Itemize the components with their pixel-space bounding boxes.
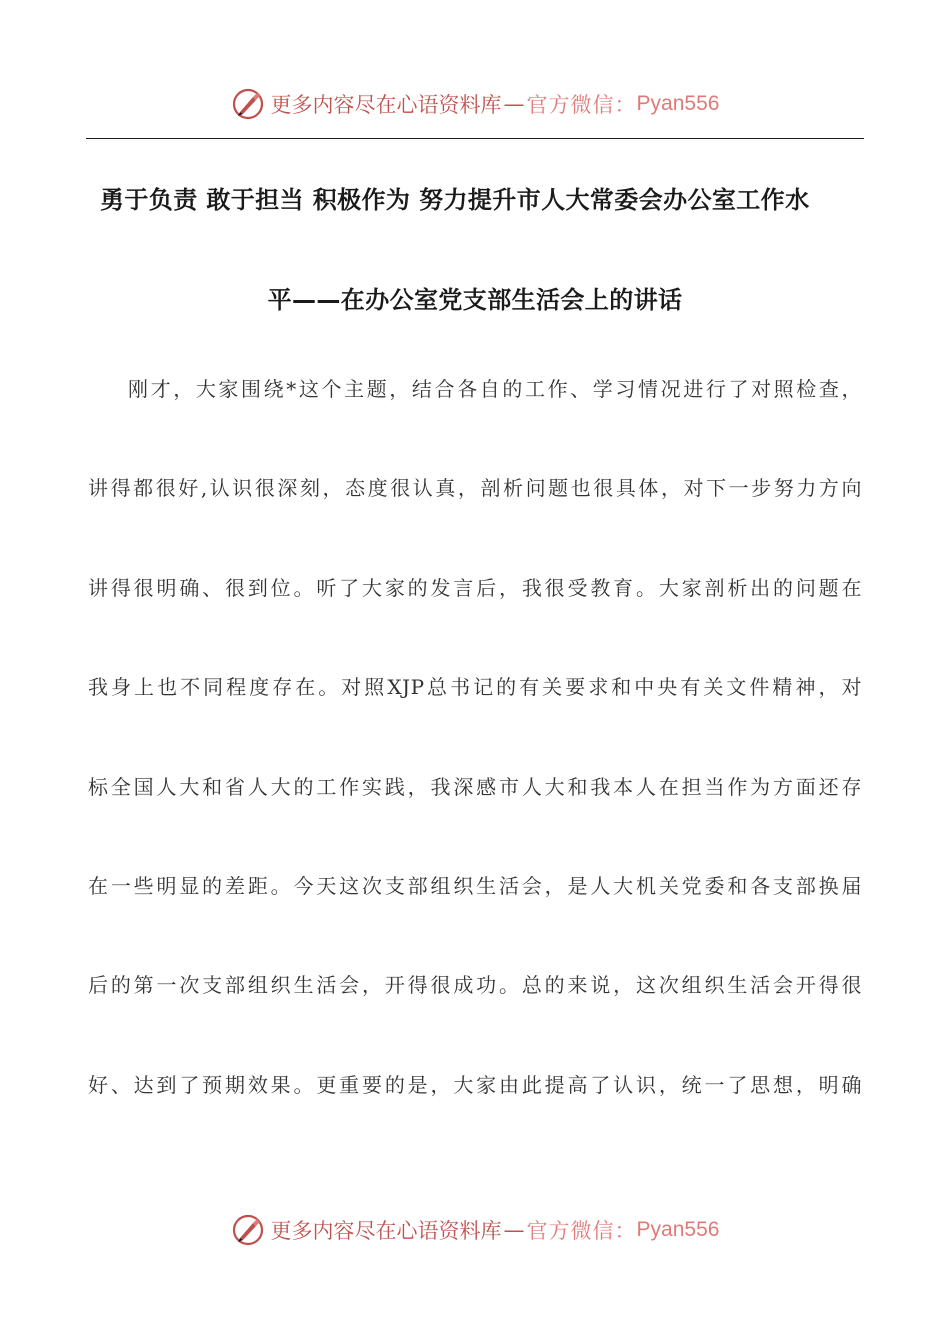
footer-dash: —	[503, 1218, 525, 1242]
footer-brand-text: 更多内容尽在心语资料库	[270, 1219, 502, 1243]
pen-logo-icon	[231, 1213, 265, 1247]
header-dash: —	[503, 92, 525, 116]
body-line-7: 后的第一次支部组织生活会，开得很成功。总的来说，这次组织生活会开得很	[88, 973, 862, 997]
pen-logo-icon	[231, 87, 265, 121]
body-line-3: 讲得很明确、很到位。听了大家的发言后，我很受教育。大家剖析出的问题在	[88, 576, 862, 600]
body-line-8: 好、达到了预期效果。更重要的是，大家由此提高了认识，统一了思想，明确	[88, 1073, 862, 1097]
body-line-1: 刚才，大家围绕*这个主题，结合各自的工作、学习情况进行了对照检查，	[128, 377, 862, 401]
header-rule	[86, 138, 864, 139]
footer-official-label: 官方微信：	[526, 1219, 637, 1243]
header-wechat-handle: Pyan556	[636, 92, 720, 115]
header-official-label: 官方微信：	[526, 93, 637, 117]
document-title-line-2: 平——在办公室党支部生活会上的讲话	[267, 286, 683, 314]
footer-wechat-handle: Pyan556	[636, 1218, 720, 1241]
header-banner	[0, 82, 950, 126]
body-line-4: 我身上也不同程度存在。对照XJP总书记的有关要求和中央有关文件精神，对	[88, 675, 862, 699]
header-brand-text: 更多内容尽在心语资料库	[270, 93, 502, 117]
body-line-5: 标全国人大和省人大的工作实践，我深感市人大和我本人在担当作为方面还存	[88, 775, 862, 799]
body-line-6: 在一些明显的差距。今天这次支部组织生活会，是人大机关党委和各支部换届	[88, 874, 862, 898]
body-line-2: 讲得都很好,认识很深刻，态度很认真，剖析问题也很具体，对下一步努力方向	[88, 476, 862, 500]
footer-banner	[0, 1208, 950, 1252]
document-title-line-1: 勇于负责 敢于担当 积极作为 努力提升市人大常委会办公室工作水	[100, 186, 810, 214]
